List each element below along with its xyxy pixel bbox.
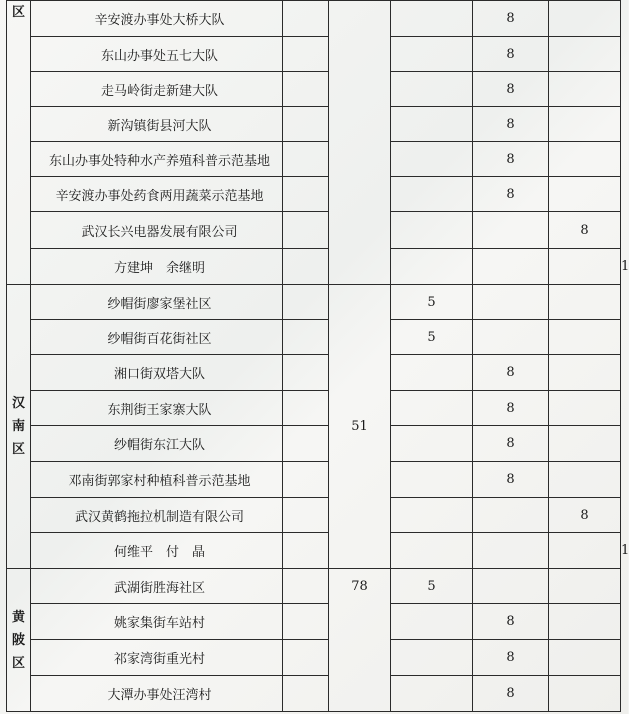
value-cell-c3 [549, 604, 621, 640]
table-row [7, 142, 621, 177]
spacer-cell [283, 37, 329, 72]
value-cell-c1 [391, 676, 473, 712]
unit-name-cell: 纱帽街廖家堡社区 [31, 285, 283, 320]
spacer-cell [283, 249, 329, 285]
unit-name-cell: 祁家湾街重光村 [31, 640, 283, 676]
value-cell-c1 [391, 391, 473, 426]
table-row [7, 37, 621, 72]
district-char: 汉 [11, 396, 25, 411]
value-cell-c2: 8 [473, 640, 549, 676]
spacer-cell [283, 212, 329, 249]
spacer-cell [283, 391, 329, 426]
value-cell-c3 [549, 391, 621, 426]
spacer-cell [283, 462, 329, 498]
value-cell-c1 [391, 72, 473, 107]
table-row [7, 72, 621, 107]
district-cell [7, 285, 31, 569]
district-char: 区 [11, 5, 25, 20]
value-cell-c3: 8 [549, 498, 621, 533]
table-row [7, 212, 621, 249]
spacer-cell [283, 320, 329, 355]
unit-name-cell: 方建坤 余继明 [31, 249, 283, 285]
spacer-cell [283, 72, 329, 107]
unit-name-cell: 武湖街胜海社区 [31, 569, 283, 604]
value-cell-c2: 8 [473, 72, 549, 107]
table-row: 何维平 付 晶 1 [7, 533, 621, 569]
value-cell-c2: 8 [473, 142, 549, 177]
unit-name-cell: 辛安渡办事处大桥大队 [31, 1, 283, 37]
value-cell-c3 [549, 569, 621, 604]
district-total-cell: 78 [329, 569, 391, 712]
value-cell-c1: 5 [391, 285, 473, 320]
unit-name-cell: 姚家集街车站村 [31, 604, 283, 640]
value-cell-c3 [549, 462, 621, 498]
value-cell-c3 [549, 640, 621, 676]
value-cell-c2: 8 [473, 676, 549, 712]
unit-name-cell: 走马岭街走新建大队 [31, 72, 283, 107]
unit-name-cell: 纱帽街百花街社区 [31, 320, 283, 355]
value-cell-c2 [473, 249, 549, 285]
unit-name-cell: 东山办事处五七大队 [31, 37, 283, 72]
value-cell-c3 [549, 676, 621, 712]
district-cell [7, 1, 31, 285]
table-row [7, 676, 621, 712]
value-cell-c2: 8 [473, 107, 549, 142]
value-cell-c3 [549, 177, 621, 212]
value-cell-c3 [549, 533, 621, 569]
unit-name-cell: 纱帽街东江大队 [31, 426, 283, 462]
value-cell-c2 [473, 212, 549, 249]
table-row [7, 177, 621, 212]
district-total-cell: 51 [329, 285, 391, 569]
spacer-cell [283, 426, 329, 462]
unit-name-cell: 辛安渡办事处药食两用蔬菜示范基地 [31, 177, 283, 212]
value-cell-c3 [549, 285, 621, 320]
value-cell-c3 [549, 426, 621, 462]
value-cell-c1 [391, 640, 473, 676]
table-row [7, 107, 621, 142]
value-cell-c1 [391, 462, 473, 498]
district-char: 区 [11, 442, 25, 457]
spacer-cell [283, 640, 329, 676]
value-cell-c1 [391, 355, 473, 391]
value-cell-c2: 8 [473, 426, 549, 462]
value-cell-c1 [391, 249, 473, 285]
spacer-cell [283, 1, 329, 37]
value-cell-c1 [391, 212, 473, 249]
district-char: 陂 [11, 632, 25, 648]
district-total-cell [329, 1, 391, 285]
value-cell-c1 [391, 37, 473, 72]
value-cell-c3 [549, 37, 621, 72]
value-cell-c2: 8 [473, 1, 549, 37]
value-cell-c1 [391, 498, 473, 533]
table-row [7, 355, 621, 391]
value-cell-c2: 8 [473, 604, 549, 640]
unit-name-cell: 何维平 付 晶 [31, 533, 283, 569]
value-cell-c3 [549, 355, 621, 391]
table-row [7, 569, 621, 604]
table-row [7, 320, 621, 355]
spacer-cell [283, 177, 329, 212]
value-cell-c1: 5 [391, 569, 473, 604]
table-row [7, 462, 621, 498]
value-cell-c2 [473, 285, 549, 320]
unit-name-cell: 湘口街双塔大队 [31, 355, 283, 391]
table-row [7, 604, 621, 640]
unit-name-cell: 武汉长兴电器发展有限公司 [31, 212, 283, 249]
spacer-cell [283, 285, 329, 320]
value-cell-c2: 8 [473, 177, 549, 212]
spacer-cell [283, 498, 329, 533]
table-row [7, 1, 621, 37]
spacer-cell [283, 533, 329, 569]
unit-name-cell: 东山办事处特种水产养殖科普示范基地 [31, 142, 283, 177]
unit-name-cell: 新沟镇街县河大队 [31, 107, 283, 142]
spacer-cell [283, 142, 329, 177]
value-cell-c1 [391, 426, 473, 462]
spacer-cell [283, 355, 329, 391]
value-cell-c3 [549, 142, 621, 177]
district-char: 黄 [11, 609, 25, 625]
table-row [7, 498, 621, 533]
spacer-cell [283, 676, 329, 712]
value-cell-c2: 8 [473, 462, 549, 498]
district-char: 区 [11, 655, 25, 671]
value-cell-c1 [391, 533, 473, 569]
value-cell-c1: 5 [391, 320, 473, 355]
allocation-table [6, 0, 629, 712]
value-cell-c1 [391, 107, 473, 142]
value-cell-c2 [473, 533, 549, 569]
table-row: 方建坤 余继明 1 [7, 249, 621, 285]
value-cell-c1 [391, 177, 473, 212]
table-row [7, 640, 621, 676]
value-cell-c1 [391, 1, 473, 37]
value-cell-c2 [473, 320, 549, 355]
district-cell [7, 569, 31, 712]
value-cell-c1 [391, 604, 473, 640]
value-cell-c1 [391, 142, 473, 177]
value-cell-c3 [549, 249, 621, 285]
value-cell-c3: 8 [549, 212, 621, 249]
value-cell-c3 [549, 1, 621, 37]
value-cell-c3 [549, 72, 621, 107]
table-row [7, 426, 621, 462]
table-body [7, 1, 629, 712]
value-cell-c3 [549, 107, 621, 142]
unit-name-cell: 大潭办事处汪湾村 [31, 676, 283, 712]
value-cell-c2 [473, 569, 549, 604]
value-cell-c2: 8 [473, 391, 549, 426]
unit-name-cell: 武汉黄鹤拖拉机制造有限公司 [31, 498, 283, 533]
table-row [7, 285, 621, 320]
spacer-cell [283, 569, 329, 604]
unit-name-cell: 邓南街郭家村种植科普示范基地 [31, 462, 283, 498]
value-cell-c2: 8 [473, 37, 549, 72]
unit-name-cell: 东荆街王家寨大队 [31, 391, 283, 426]
district-char: 南 [11, 419, 25, 434]
spacer-cell [283, 107, 329, 142]
spacer-cell [283, 604, 329, 640]
value-cell-c3 [549, 320, 621, 355]
value-cell-c2 [473, 498, 549, 533]
table-row [7, 391, 621, 426]
value-cell-c2: 8 [473, 355, 549, 391]
